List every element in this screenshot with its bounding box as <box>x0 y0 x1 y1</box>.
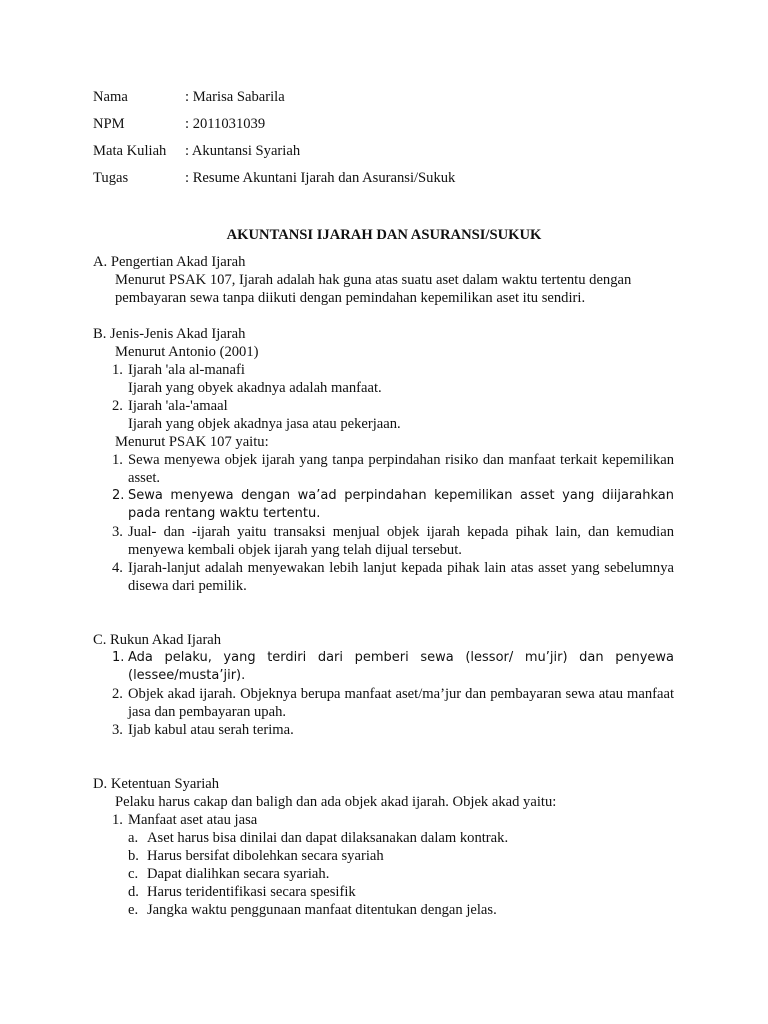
sublist-marker: a. <box>128 830 139 846</box>
list-marker: 1. <box>112 650 125 665</box>
header-value: : Marisa Sabarila <box>185 89 285 105</box>
list-marker: 2. <box>112 398 123 414</box>
section-b <box>93 325 674 595</box>
list-marker: 1. <box>112 362 123 378</box>
section-heading: D. Ketentuan Syariah <box>93 776 220 792</box>
list-item <box>93 811 674 829</box>
document-body <box>93 253 674 919</box>
sublist-item-text: Harus teridentifikasi secara spesifik <box>147 884 356 900</box>
list-item-text: Sewa menyewa objek ijarah yang tanpa perpindahan risiko dan manfaat terkait kepemilikan asset. <box>128 452 674 486</box>
sublist-marker: c. <box>128 866 139 882</box>
sublist-item-text: Aset harus bisa dinilai dan dapat dilaksanakan dalam kontrak. <box>147 830 509 846</box>
header-label: NPM <box>93 116 125 132</box>
rukun-list <box>93 649 674 739</box>
list-item <box>93 523 674 559</box>
sublist-item <box>93 865 674 883</box>
paragraph-line: Pelaku harus cakap dan baligh dan ada objek akad ijarah. Objek akad yaitu: <box>115 794 557 810</box>
header-value: : Resume Akuntani Ijarah dan Asuransi/Sukuk <box>185 170 456 186</box>
list-item <box>93 361 674 397</box>
list-item-text: Jual- dan -ijarah yaitu transaksi menjual objek ijarah kepada pihak lain, dan kemudian menyewa kembali objek ijarah yang telah dijual tersebut. <box>128 524 674 558</box>
list-item-text: Objek akad ijarah. Objeknya berupa manfaat aset/ma’jur dan pembayaran sewa atau manfaat jasa dan pembayaran upah. <box>128 686 674 720</box>
paragraph-line: Menurut PSAK 107, Ijarah adalah hak guna atas suatu aset dalam waktu tertentu dengan <box>115 272 632 288</box>
header-value: : Akuntansi Syariah <box>185 143 301 159</box>
list-item-title: Ijarah 'ala al-manafi <box>128 362 245 378</box>
list-marker: 1. <box>112 452 123 468</box>
sublist-item <box>93 847 674 865</box>
antonio-list <box>93 361 674 433</box>
sublist-item-text: Harus bersifat dibolehkan secara syariah <box>147 848 384 864</box>
list-item-title: Ijarah 'ala-'amaal <box>128 398 228 414</box>
subheading: Menurut PSAK 107 yaitu: <box>115 434 269 450</box>
list-marker: 3. <box>112 722 123 738</box>
list-marker: 2. <box>112 686 123 702</box>
list-item <box>93 685 674 721</box>
list-item-text: Sewa menyewa dengan wa’ad perpindahan kepemilikan asset yang diijarahkan pada rentang waktu tertentu. <box>128 488 674 521</box>
list-marker: 4. <box>112 560 123 576</box>
list-item-text: Ijarah-lanjut adalah menyewakan lebih lanjut kepada pihak lain atas asset yang sebelumnya disewa dari pemilik. <box>128 560 674 594</box>
sublist-item <box>93 883 674 901</box>
list-item-text: Manfaat aset atau jasa <box>128 812 258 828</box>
list-item-text: Ada pelaku, yang terdiri dari pemberi sewa (lessor/ mu’jir) dan penyewa (lessee/musta’jir). <box>128 650 674 683</box>
list-marker: 3. <box>112 524 123 540</box>
subheading: Menurut Antonio (2001) <box>115 344 259 360</box>
section-heading: A. Pengertian Akad Ijarah <box>93 254 246 270</box>
header-label: Nama <box>93 89 128 105</box>
objek-sublist <box>93 829 674 919</box>
document-title: AKUNTANSI IJARAH DAN ASURANSI/SUKUK <box>226 227 542 243</box>
objek-list <box>93 811 674 829</box>
sublist-item-text: Dapat dialihkan secara syariah. <box>147 866 330 882</box>
list-marker: 2. <box>112 488 125 503</box>
section-heading: B. Jenis-Jenis Akad Ijarah <box>93 326 246 342</box>
sublist-item-text: Jangka waktu penggunaan manfaat ditentukan dengan jelas. <box>147 902 497 918</box>
list-item-desc: Ijarah yang objek akadnya jasa atau pekerjaan. <box>128 416 401 432</box>
list-marker: 1. <box>112 812 123 828</box>
list-item-desc: Ijarah yang obyek akadnya adalah manfaat. <box>128 380 382 396</box>
list-item <box>93 649 674 685</box>
header-value: : 2011031039 <box>185 116 266 132</box>
section-a <box>93 253 674 307</box>
header-label: Tugas <box>93 170 129 186</box>
section-d <box>93 775 674 919</box>
sublist-item <box>93 829 674 847</box>
list-item-text: Ijab kabul atau serah terima. <box>128 722 294 738</box>
list-item <box>93 397 674 433</box>
list-item <box>93 451 674 487</box>
sublist-marker: e. <box>128 902 139 918</box>
sublist-item <box>93 901 674 919</box>
section-c <box>93 631 674 739</box>
sublist-marker: d. <box>128 884 139 900</box>
list-item <box>93 559 674 595</box>
header-label: Mata Kuliah <box>93 143 167 159</box>
list-item <box>93 721 674 739</box>
list-item <box>93 487 674 523</box>
paragraph-line: pembayaran sewa tanpa diikuti dengan pemindahan kepemilikan aset itu sendiri. <box>115 290 586 306</box>
sublist-marker: b. <box>128 848 139 864</box>
psak-list <box>93 451 674 595</box>
section-heading: C. Rukun Akad Ijarah <box>93 632 222 648</box>
